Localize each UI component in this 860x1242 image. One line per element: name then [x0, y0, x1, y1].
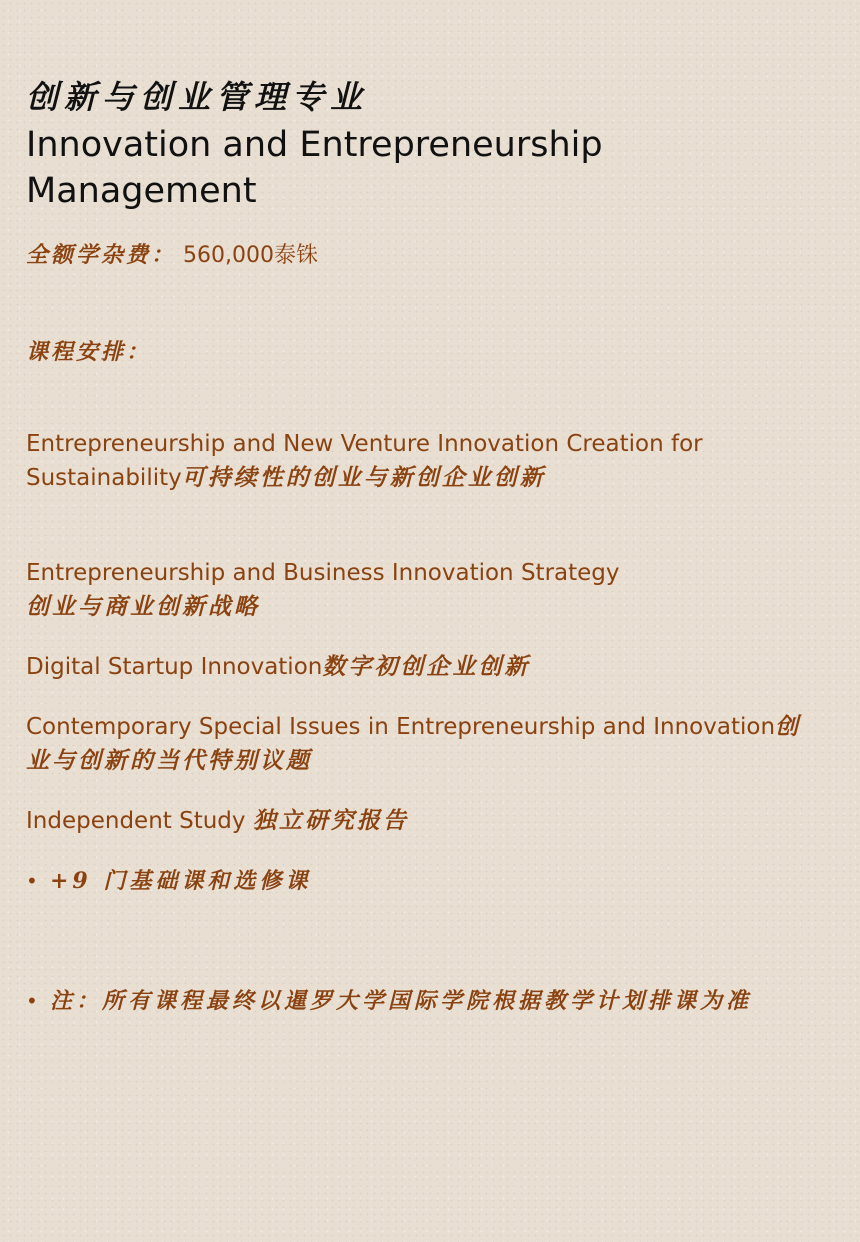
- course-item: [26, 650, 816, 684]
- course-name-english: Entrepreneurship and New Venture Innovation Creation for Sustainability: [26, 431, 703, 491]
- course-name-english: Contemporary Special Issues in Entrepreneurship and Innovation: [26, 714, 776, 740]
- bullet-item: [26, 864, 806, 898]
- course-name-chinese: 创业与商业创新战略: [26, 593, 260, 620]
- course-name-english: Independent Study: [26, 808, 253, 834]
- program-title-english: Innovation and Entrepreneurship Management: [26, 125, 603, 211]
- course-item: [26, 427, 816, 495]
- tuition-fee: [26, 238, 318, 269]
- course-schedule-heading: 课程安排：: [26, 339, 152, 365]
- bullet-marker: •: [26, 869, 38, 893]
- course-name-chinese: 创业与创新的当代特别议题: [26, 713, 802, 774]
- course-name-chinese: 独立研究报告: [252, 807, 409, 834]
- tuition-fee-label: 全额学杂费：: [26, 242, 177, 268]
- bullet-marker: •: [26, 989, 38, 1013]
- program-title-chinese: 创新与创业管理专业: [26, 78, 369, 116]
- program-page: [26, 0, 826, 1242]
- bullet-text: +9 门基础课和选修课: [50, 868, 312, 894]
- course-item: [26, 710, 816, 778]
- bullet-text: 注：所有课程最终以暹罗大学国际学院根据教学计划排课为准: [50, 988, 753, 1014]
- tuition-fee-value: 560,000泰铢: [183, 243, 318, 268]
- course-name-english: Entrepreneurship and Business Innovation Strategy: [26, 560, 620, 586]
- course-name-chinese: 数字初创企业创新: [322, 653, 531, 680]
- course-name-chinese: 可持续性的创业与新创企业创新: [181, 464, 546, 491]
- course-item: [26, 804, 816, 838]
- course-name-english: Digital Startup Innovation: [26, 654, 323, 680]
- bullet-item: [26, 984, 806, 1018]
- course-item: [26, 556, 816, 624]
